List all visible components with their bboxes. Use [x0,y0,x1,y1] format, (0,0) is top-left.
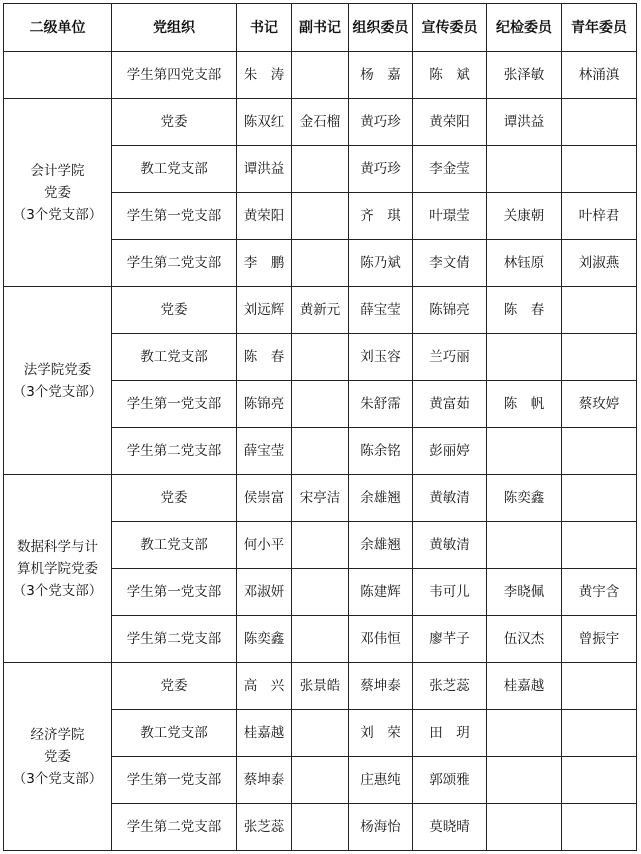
org-cell: 教工党支部 [112,146,237,193]
publicity-cell: 彭丽婷 [413,428,487,475]
youth-cell [562,428,637,475]
discipline-cell: 陈 帆 [487,381,562,428]
youth-cell [562,475,637,522]
youth-cell: 刘淑燕 [562,240,637,287]
deputy-cell [292,757,349,804]
deputy-cell: 张景皓 [292,663,349,710]
organization-cell: 刘 荣 [349,710,413,757]
publicity-cell: 黄荣阳 [413,99,487,146]
secretary-cell: 朱 涛 [237,52,292,99]
org-cell: 教工党支部 [112,522,237,569]
header-secretary: 书记 [237,4,292,52]
table-row [4,52,637,99]
publicity-cell: 张芝蕊 [413,663,487,710]
unit-cell [4,663,112,851]
youth-cell: 蔡玫婷 [562,381,637,428]
secretary-cell: 蔡坤泰 [237,757,292,804]
unit-line: 会计学院 [30,162,85,179]
publicity-cell: 兰巧丽 [413,334,487,381]
deputy-cell [292,616,349,663]
publicity-cell: 叶璟莹 [413,193,487,240]
youth-cell: 林涌滇 [562,52,637,99]
youth-cell [562,710,637,757]
discipline-cell [487,804,562,851]
secretary-cell: 陈奕鑫 [237,616,292,663]
organization-cell: 余雄翘 [349,475,413,522]
org-cell: 学生第一党支部 [112,381,237,428]
org-cell: 学生第二党支部 [112,616,237,663]
unit-line: 党委 [44,748,71,765]
publicity-cell: 陈锦亮 [413,287,487,334]
discipline-cell: 陈奕鑫 [487,475,562,522]
table-row [4,475,637,522]
table-row [4,663,637,710]
unit-line: 党委 [44,184,71,201]
org-cell: 学生第二党支部 [112,428,237,475]
discipline-cell: 张泽敏 [487,52,562,99]
unit-line: 法学院党委 [23,361,92,378]
organization-cell: 蔡坤泰 [349,663,413,710]
header-youth: 青年委员 [562,4,637,52]
secretary-cell: 薛宝莹 [237,428,292,475]
org-cell: 学生第一党支部 [112,193,237,240]
discipline-cell [487,710,562,757]
org-cell: 学生第四党支部 [112,52,237,99]
unit-cell [4,287,112,475]
organization-cell: 朱舒霈 [349,381,413,428]
deputy-cell [292,240,349,287]
discipline-cell [487,334,562,381]
organization-cell: 陈余铭 [349,428,413,475]
organization-cell: 刘玉容 [349,334,413,381]
publicity-cell: 廖芊子 [413,616,487,663]
org-cell: 党委 [112,99,237,146]
organization-cell: 余雄翘 [349,522,413,569]
secretary-cell: 陈双红 [237,99,292,146]
secretary-cell: 谭洪益 [237,146,292,193]
secretary-cell: 黄荣阳 [237,193,292,240]
publicity-cell: 黄敏清 [413,475,487,522]
deputy-cell [292,569,349,616]
publicity-cell: 陈 斌 [413,52,487,99]
deputy-cell [292,381,349,428]
deputy-cell [292,52,349,99]
unit-cell [4,99,112,287]
deputy-cell [292,334,349,381]
organization-cell: 黄巧珍 [349,99,413,146]
publicity-cell: 田 玥 [413,710,487,757]
unit-line: （3个党支部） [12,206,103,223]
secretary-cell: 邓淑妍 [237,569,292,616]
org-cell: 教工党支部 [112,710,237,757]
discipline-cell: 谭洪益 [487,99,562,146]
deputy-cell: 宋亭洁 [292,475,349,522]
header-row [4,4,637,52]
publicity-cell: 李文倩 [413,240,487,287]
publicity-cell: 黄富茹 [413,381,487,428]
organization-cell: 庄惠纯 [349,757,413,804]
header-organization: 组织委员 [349,4,413,52]
publicity-cell: 莫晓晴 [413,804,487,851]
secretary-cell: 陈锦亮 [237,381,292,428]
unit-line: （3个党支部） [12,383,103,400]
organization-cell: 薛宝莹 [349,287,413,334]
organization-cell: 杨海怡 [349,804,413,851]
discipline-cell [487,757,562,804]
org-cell: 学生第二党支部 [112,804,237,851]
deputy-cell [292,146,349,193]
header-discipline: 纪检委员 [487,4,562,52]
party-committee-table [3,3,637,851]
header-publicity: 宣传委员 [413,4,487,52]
deputy-cell: 金石榴 [292,99,349,146]
org-cell: 党委 [112,287,237,334]
organization-cell: 陈乃斌 [349,240,413,287]
discipline-cell [487,428,562,475]
secretary-cell: 高 兴 [237,663,292,710]
header-deputy: 副书记 [292,4,349,52]
deputy-cell [292,804,349,851]
table-row [4,287,637,334]
publicity-cell: 李金莹 [413,146,487,193]
youth-cell [562,522,637,569]
discipline-cell: 林钰原 [487,240,562,287]
organization-cell: 陈建辉 [349,569,413,616]
unit-line: （3个党支部） [12,770,103,787]
secretary-cell: 何小平 [237,522,292,569]
deputy-cell [292,428,349,475]
secretary-cell: 侯崇富 [237,475,292,522]
secretary-cell: 李 鹏 [237,240,292,287]
youth-cell [562,146,637,193]
discipline-cell [487,146,562,193]
org-cell: 学生第二党支部 [112,240,237,287]
secretary-cell: 桂嘉越 [237,710,292,757]
organization-cell: 齐 琪 [349,193,413,240]
unit-cell-empty [4,52,112,99]
org-cell: 党委 [112,475,237,522]
header-org: 党组织 [112,4,237,52]
secretary-cell: 刘远辉 [237,287,292,334]
discipline-cell: 陈 春 [487,287,562,334]
deputy-cell: 黄新元 [292,287,349,334]
discipline-cell [487,522,562,569]
youth-cell [562,99,637,146]
secretary-cell: 陈 春 [237,334,292,381]
youth-cell [562,334,637,381]
organization-cell: 杨 嘉 [349,52,413,99]
youth-cell [562,757,637,804]
publicity-cell: 郭颂雅 [413,757,487,804]
youth-cell [562,804,637,851]
discipline-cell: 李晓佩 [487,569,562,616]
unit-cell [4,475,112,663]
unit-line: 经济学院 [30,726,85,743]
org-cell: 学生第一党支部 [112,757,237,804]
youth-cell: 曾振宇 [562,616,637,663]
youth-cell: 叶梓君 [562,193,637,240]
org-cell: 学生第一党支部 [112,569,237,616]
publicity-cell: 黄敏清 [413,522,487,569]
organization-cell: 黄巧珍 [349,146,413,193]
discipline-cell: 桂嘉越 [487,663,562,710]
youth-cell [562,287,637,334]
deputy-cell [292,522,349,569]
unit-line: （3个党支部） [12,582,103,599]
secretary-cell: 张芝蕊 [237,804,292,851]
unit-line: 数据科学与计 [17,538,98,555]
discipline-cell: 关康朝 [487,193,562,240]
publicity-cell: 韦可儿 [413,569,487,616]
org-cell: 党委 [112,663,237,710]
unit-line: 算机学院党委 [17,560,98,577]
deputy-cell [292,193,349,240]
deputy-cell [292,710,349,757]
discipline-cell: 伍汉杰 [487,616,562,663]
org-cell: 教工党支部 [112,334,237,381]
header-unit: 二级单位 [4,4,112,52]
table-row [4,99,637,146]
organization-cell: 邓伟恒 [349,616,413,663]
youth-cell: 黄宇含 [562,569,637,616]
youth-cell [562,663,637,710]
